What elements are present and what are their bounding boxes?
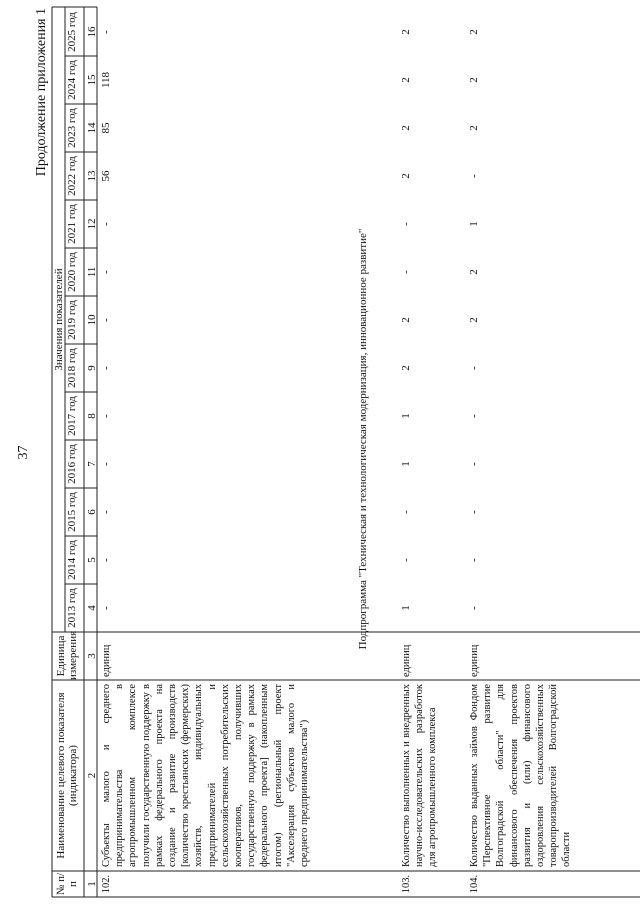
year-header: 2014 год xyxy=(66,540,78,580)
value-cell: 2 xyxy=(468,317,480,323)
value-cell: - xyxy=(100,414,112,418)
column-number: 7 xyxy=(86,461,98,467)
value-cell: - xyxy=(468,414,480,418)
value-cell: - xyxy=(468,558,480,562)
row-102-unit: единиц xyxy=(101,644,112,677)
value-cell: 1 xyxy=(400,413,412,419)
value-cell: 2 xyxy=(400,29,412,35)
value-cell: - xyxy=(100,510,112,514)
value-cell: 2 xyxy=(400,125,412,131)
value-cell: - xyxy=(468,462,480,466)
column-number: 12 xyxy=(86,218,98,230)
row-104-unit: единиц xyxy=(469,644,480,677)
value-cell: - xyxy=(468,606,480,610)
value-cell: - xyxy=(100,318,112,322)
column-number: 4 xyxy=(86,605,98,611)
value-cell: 2 xyxy=(468,269,480,275)
continuation-note: Продолжение приложения 1 xyxy=(34,8,49,177)
column-number: 5 xyxy=(86,557,98,563)
value-cell: - xyxy=(100,222,112,226)
year-header: 2023 год xyxy=(66,108,78,148)
value-cell: 56 xyxy=(100,170,112,182)
value-cell: - xyxy=(100,366,112,370)
value-cell: 2 xyxy=(400,317,412,323)
value-cell: 2 xyxy=(468,29,480,35)
value-cell: - xyxy=(468,174,480,178)
row-103-no: 103. xyxy=(401,874,412,894)
year-header: 2024 год xyxy=(66,60,78,100)
column-number: 10 xyxy=(86,314,98,326)
value-cell: 2 xyxy=(400,173,412,179)
value-cell: - xyxy=(400,558,412,562)
column-number: 14 xyxy=(86,122,98,134)
column-number: 9 xyxy=(86,365,98,371)
value-cell: - xyxy=(468,366,480,370)
year-header: 2022 год xyxy=(66,156,78,196)
column-number: 16 xyxy=(86,26,98,38)
page-number: 37 xyxy=(16,445,31,460)
value-cell: - xyxy=(100,558,112,562)
value-cell: 1 xyxy=(400,605,412,611)
value-cell: - xyxy=(100,606,112,610)
value-cell: 2 xyxy=(400,365,412,371)
value-cell: 1 xyxy=(468,221,480,227)
column-number: 13 xyxy=(86,170,98,182)
value-cell: - xyxy=(468,510,480,514)
row-104-no: 104. xyxy=(469,874,480,894)
column-number: 2 xyxy=(86,772,98,779)
column-number: 15 xyxy=(86,74,98,86)
value-cell: 2 xyxy=(468,125,480,131)
column-number: 11 xyxy=(86,266,98,278)
subprogram-title: Подпрограмма "Техническая и технологическая модернизация, инновационное развитие" xyxy=(357,228,369,650)
year-header: 2018 год xyxy=(66,348,78,388)
header-no: № п/п xyxy=(55,872,79,896)
row-103-name: Количество выполненных и внедренных научно-исследовательских разработок для агропромышленного комплекса xyxy=(401,684,439,867)
value-cell: - xyxy=(400,510,412,514)
value-cell: 2 xyxy=(400,77,412,83)
year-header: 2013 год xyxy=(66,588,78,628)
value-cell: 1 xyxy=(400,461,412,467)
value-cell: - xyxy=(100,270,112,274)
value-cell: 2 xyxy=(468,77,480,83)
row-104-name: Количество выданных займов Фондом "Перспективное развитие Волгоградской области" для финансового обеспечения проектов развития и (или) финансового оздоровления сельскохозяйственных товаропроизводителей Волгоградской области xyxy=(469,684,573,867)
column-number: 8 xyxy=(86,413,98,419)
year-header: 2016 год xyxy=(66,444,78,484)
year-header: 2025 год xyxy=(66,12,78,52)
column-number: 6 xyxy=(86,509,98,515)
year-header: 2017 год xyxy=(66,396,78,436)
value-cell: - xyxy=(100,30,112,34)
header-name: Наименование целевого показателя (индикатора) xyxy=(55,692,79,859)
value-cell: 118 xyxy=(100,71,112,89)
year-header: 2015 год xyxy=(66,492,78,532)
header-unit: Единица измерения xyxy=(55,630,79,680)
column-number: 3 xyxy=(86,653,98,659)
value-cell: - xyxy=(400,222,412,226)
year-header: 2021 год xyxy=(66,204,78,244)
header-values: Значения показателей xyxy=(53,268,65,371)
row-102-no: 102. xyxy=(101,874,112,894)
value-cell: 85 xyxy=(100,122,112,134)
value-cell: - xyxy=(100,462,112,466)
year-header: 2020 год xyxy=(66,252,78,292)
year-header: 2019 год xyxy=(66,300,78,340)
row-103-unit: единиц xyxy=(401,644,412,677)
row-102-name: Субъекты малого и среднего предпринимательства в агропромышленном комплексе получили государственную поддержку в рамках федерального проекта на создание и развитие производств [количество крестьянских (фермерских) хозяйств, индивидуальных предпринимателей и сельскохозяйственных потребительских кооперативов, получивших государственную поддержку в рамках федерального проекта] (накопленным итогом) (региональный проект "Акселерация субъектов малого и среднего предпринимательства") xyxy=(101,684,311,867)
column-number: 1 xyxy=(86,881,98,887)
value-cell: - xyxy=(400,270,412,274)
